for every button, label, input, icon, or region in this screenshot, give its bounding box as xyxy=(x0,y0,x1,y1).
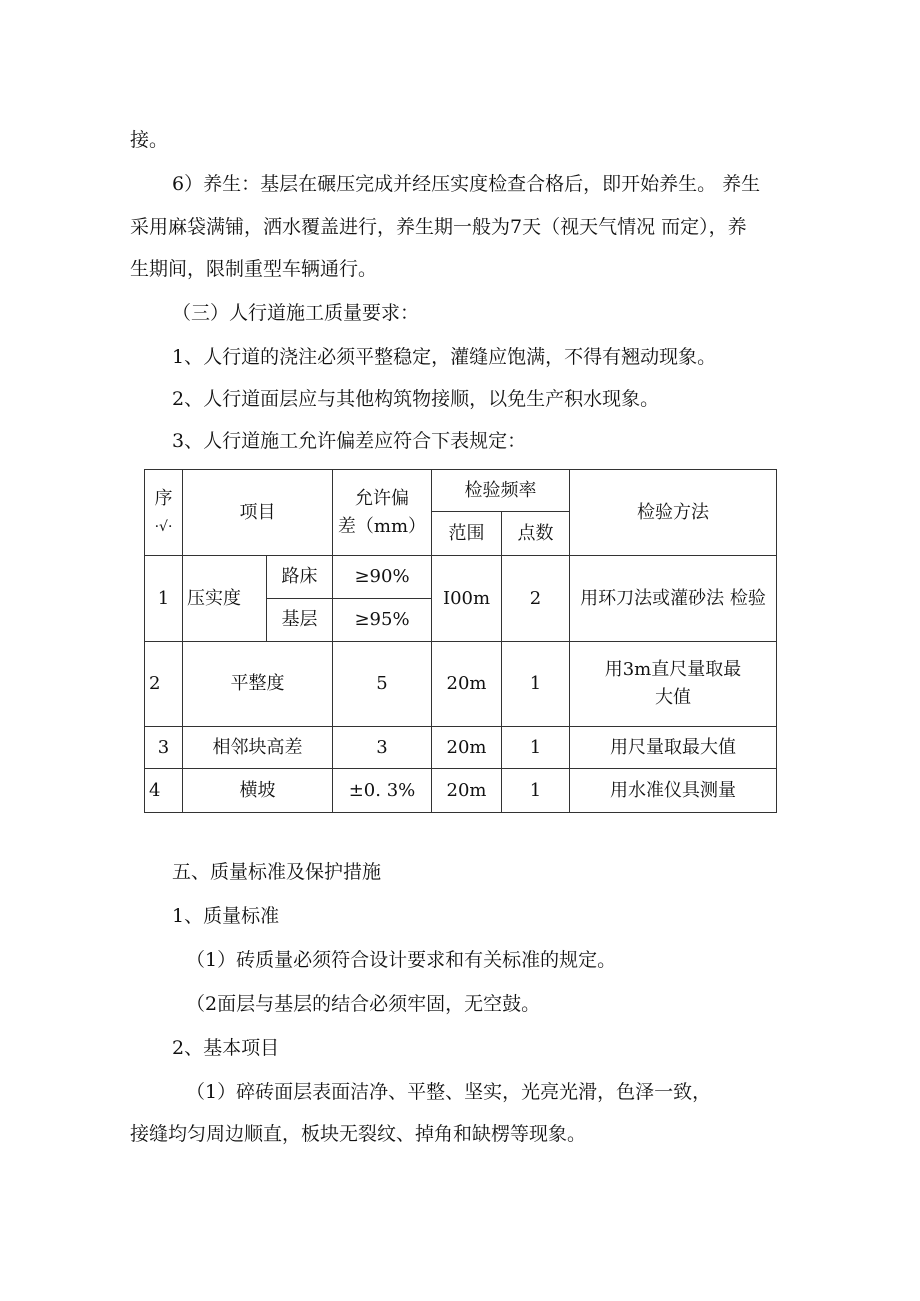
header-method: 检验方法 xyxy=(570,470,777,556)
row-range: 20m xyxy=(432,769,502,813)
row-no: 1 xyxy=(145,556,183,642)
text-line: 2、人行道面层应与其他构筑物接顺，以免生产积水现象。 xyxy=(172,388,660,410)
row-tolerance: 5 xyxy=(333,642,432,727)
header-frequency: 检验频率 xyxy=(432,470,570,512)
row-method: 用水准仪具测量 xyxy=(570,769,777,813)
tolerance-table xyxy=(144,469,777,813)
row-item: 相邻块高差 xyxy=(183,727,333,769)
row-points: 1 xyxy=(502,727,570,769)
row-method: 用环刀法或灌砂法 检验 xyxy=(570,556,777,642)
header-range: 范围 xyxy=(432,512,502,556)
text-line: （1）砖质量必须符合设计要求和有关标准的规定。 xyxy=(186,949,617,971)
text-line: 3、人行道施工允许偏差应符合下表规定： xyxy=(172,430,527,452)
row-method: 用3m直尺量取最大值 xyxy=(570,642,777,727)
text-line: 6）养生：基层在碾压完成并经压实度检查合格后，即开始养生。 养生 xyxy=(172,173,761,195)
header-item: 项目 xyxy=(183,470,333,556)
row-item: 压实度 xyxy=(183,556,267,642)
section-heading: 五、质量标准及保护措施 xyxy=(172,861,382,883)
row-tolerance: ≥90% xyxy=(333,556,432,599)
row-no: 4 xyxy=(145,769,183,813)
row-item: 横坡 xyxy=(183,769,333,813)
text-line: 1、人行道的浇注必须平整稳定，灌缝应饱满，不得有翘动现象。 xyxy=(172,346,717,368)
text-line: 接。 xyxy=(130,129,169,151)
row-tolerance: ±0. 3% xyxy=(333,769,432,813)
header-points: 点数 xyxy=(502,512,570,556)
row-no: 3 xyxy=(145,727,183,769)
subsection-heading: 1、质量标准 xyxy=(172,905,280,927)
row-subitem: 路床 xyxy=(267,556,333,599)
row-range: 20m xyxy=(432,642,502,727)
text-line: 接缝均匀周边顺直，板块无裂纹、掉角和缺楞等现象。 xyxy=(130,1123,587,1145)
text-line: （1）碎砖面层表面洁净、平整、坚实，光亮光滑，色泽一致， xyxy=(186,1081,712,1103)
row-item: 平整度 xyxy=(183,642,333,727)
row-points: 1 xyxy=(502,642,570,727)
text-line: 生期间，限制重型车辆通行。 xyxy=(130,258,378,280)
header-no: 序 ·√· xyxy=(145,470,183,556)
row-points: 2 xyxy=(502,556,570,642)
section-heading: （三）人行道施工质量要求： xyxy=(172,302,420,324)
row-tolerance: 3 xyxy=(333,727,432,769)
text-line: 采用麻袋满铺，洒水覆盖进行，养生期一般为7天（视天气情况 而定），养 xyxy=(130,216,747,238)
header-tolerance: 允许偏 差（mm） xyxy=(333,470,432,556)
text-line: （2面层与基层的结合必须牢固，无空鼓。 xyxy=(186,993,541,1015)
row-range: 20m xyxy=(432,727,502,769)
row-subitem: 基层 xyxy=(267,599,333,642)
subsection-heading: 2、基本项目 xyxy=(172,1037,280,1059)
row-tolerance: ≥95% xyxy=(333,599,432,642)
row-range: I00m xyxy=(432,556,502,642)
row-no: 2 xyxy=(145,642,183,727)
row-points: 1 xyxy=(502,769,570,813)
row-method: 用尺量取最大值 xyxy=(570,727,777,769)
